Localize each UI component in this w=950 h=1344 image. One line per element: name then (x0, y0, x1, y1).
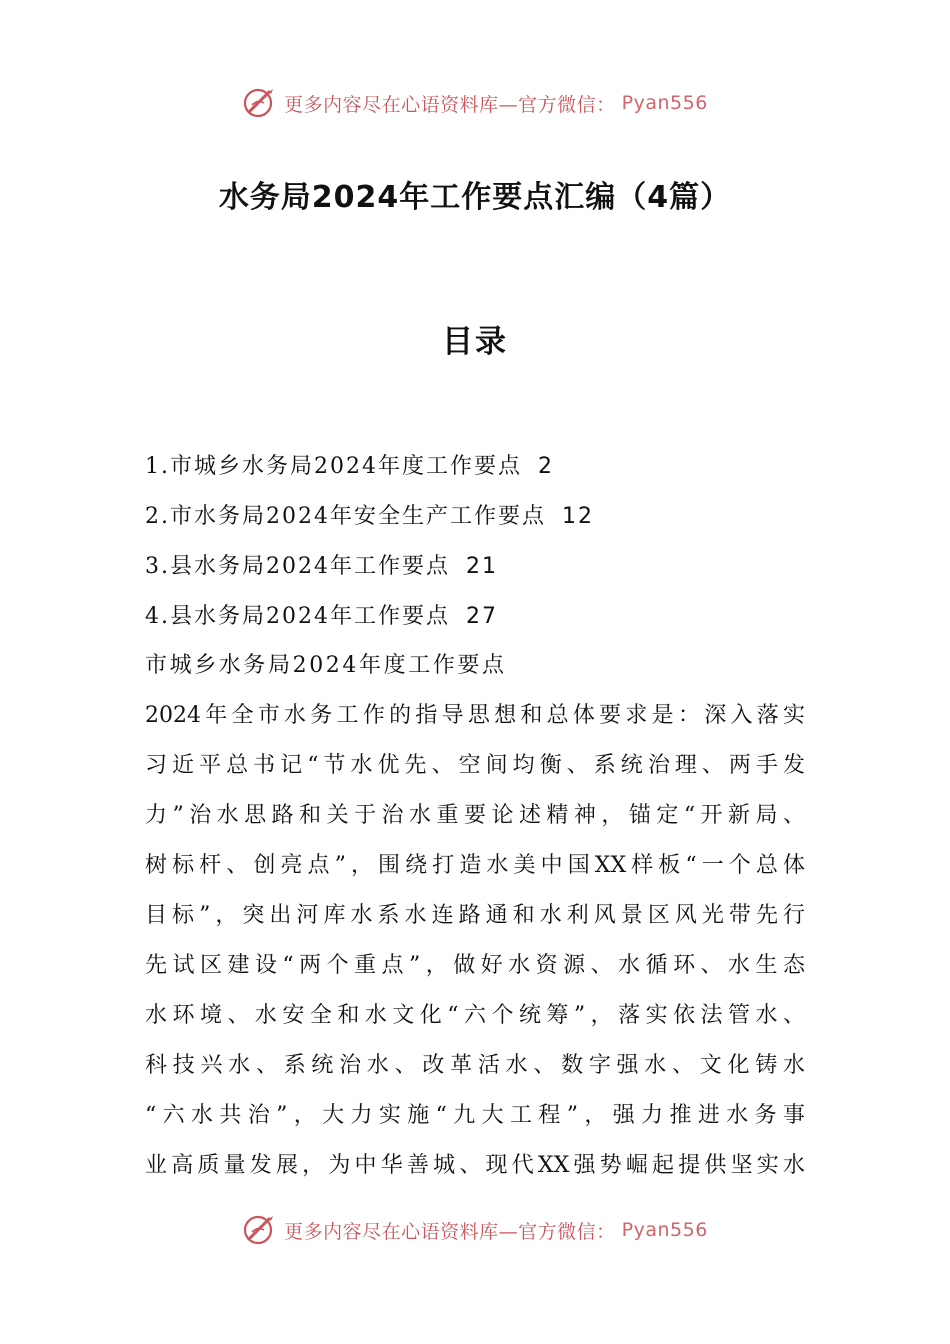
watermark-header (0, 83, 950, 123)
paragraph-line: 科技兴水、系统治水、改革活水、数字强水、文化铸水 (145, 1053, 805, 1078)
table-of-contents (145, 450, 825, 650)
document-title: 水务局2024年工作要点汇编（4篇） (218, 180, 732, 215)
toc-item-label: 4.县水务局2024年工作要点 (145, 604, 450, 629)
toc-item[interactable] (145, 500, 825, 550)
watermark-wechat-id: Pyan556 (621, 92, 708, 114)
toc-item-label: 2.市水务局2024年安全生产工作要点 (145, 504, 546, 529)
toc-item-page: 21 (465, 554, 498, 579)
paragraph-line: 习近平总书记“节水优先、空间均衡、系统治理、两手发 (145, 753, 805, 778)
paragraph-line: 树标杆、创亮点”，围绕打造水美中国XX样板“一个总体 (145, 853, 805, 878)
paragraph-line: 2024年全市水务工作的指导思想和总体要求是：深入落实 (145, 703, 805, 728)
paragraph-line: “六水共治”，大力实施“九大工程”，强力推进水务事 (145, 1103, 805, 1128)
toc-item[interactable] (145, 450, 825, 500)
section-heading: 市城乡水务局2024年度工作要点 (145, 653, 507, 678)
paragraph-line: 水环境、水安全和水文化“六个统筹”，落实依法管水、 (145, 1003, 805, 1028)
toc-item-page: 27 (465, 604, 498, 629)
pen-logo-icon (242, 1212, 278, 1248)
toc-item[interactable] (145, 600, 825, 650)
paragraph-line: 目标”，突出河库水系水连路通和水利风景区风光带先行 (145, 903, 805, 928)
toc-item-page: 12 (561, 504, 594, 529)
watermark-text: 更多内容尽在心语资料库—官方微信： (284, 93, 616, 116)
watermark-wechat-id: Pyan556 (621, 1219, 708, 1241)
body-text (145, 649, 805, 1199)
toc-heading: 目录 (442, 324, 508, 360)
paragraph-line: 力”治水思路和关于治水重要论述精神，锚定“开新局、 (145, 803, 805, 828)
toc-item-label: 1.市城乡水务局2024年度工作要点 (145, 454, 522, 479)
toc-item-label: 3.县水务局2024年工作要点 (145, 554, 450, 579)
paragraph-line: 先试区建设“两个重点”，做好水资源、水循环、水生态 (145, 953, 805, 978)
paragraph-line: 业高质量发展，为中华善城、现代XX强势崛起提供坚实水 (145, 1153, 805, 1178)
toc-item[interactable] (145, 550, 825, 600)
watermark-footer (0, 1210, 950, 1250)
toc-item-page: 2 (537, 454, 554, 479)
watermark-text: 更多内容尽在心语资料库—官方微信： (284, 1220, 616, 1243)
pen-logo-icon (242, 85, 278, 121)
